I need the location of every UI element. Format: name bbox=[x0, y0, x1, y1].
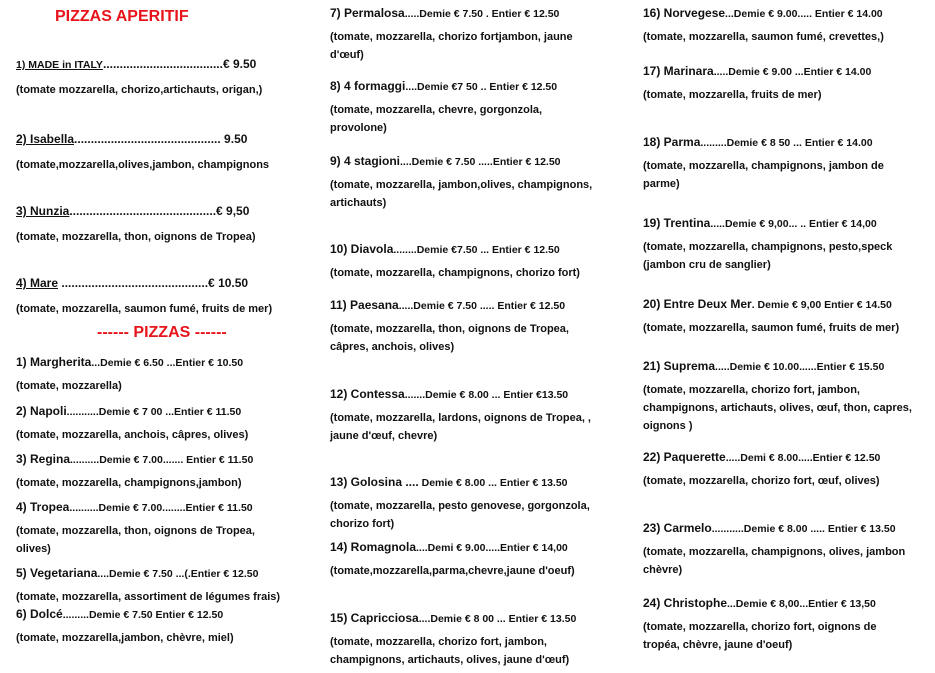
item-description: chorizo fort) bbox=[330, 518, 395, 530]
item-name: 8) 4 formaggi bbox=[330, 79, 406, 93]
item-price: ....Demie € 7.50 .....Entier € 12.50 bbox=[400, 156, 561, 168]
pizza-item bbox=[330, 243, 560, 257]
item-description: jaune d'œuf, chevre) bbox=[330, 430, 438, 442]
pizza-item bbox=[643, 136, 873, 150]
item-description: (tomate, mozzarella) bbox=[16, 380, 122, 392]
item-name: 13) Golosina .... bbox=[330, 475, 419, 489]
item-description: (tomate, mozzarella, thon, oignons de Tropea, bbox=[330, 323, 569, 335]
item-description: tropéa, chèvre, jaune d'oeuf) bbox=[643, 639, 793, 651]
item-price: ....................................€ 9.50 bbox=[102, 57, 257, 71]
item-description: (tomate, mozzarella, pesto genovese, gorgonzola, bbox=[330, 500, 590, 512]
aperitif-item bbox=[16, 133, 247, 147]
pizza-item bbox=[16, 405, 241, 419]
pizza-item bbox=[16, 356, 243, 370]
item-price: ...Demie € 8,00...Entier € 13,50 bbox=[727, 598, 876, 610]
item-name: 22) Paquerette bbox=[643, 450, 726, 464]
item-name: 16) Norvegese bbox=[643, 6, 726, 20]
item-description: (tomate, mozzarella, chorizo fort, œuf, olives) bbox=[643, 475, 880, 487]
item-price: .......Demie € 8.00 ... Entier €13.50 bbox=[404, 389, 569, 401]
item-name: 18) Parma bbox=[643, 135, 701, 149]
pizza-item bbox=[643, 451, 880, 465]
item-price: ............................................ 9.50 bbox=[74, 132, 248, 146]
item-name: 6) Dolcé bbox=[16, 607, 63, 621]
item-description: (tomate, mozzarella, chevre, gorgonzola, bbox=[330, 104, 543, 116]
pizza-item bbox=[16, 567, 258, 581]
item-description: champignons, artichauts, olives, œuf, thon, capres, bbox=[643, 402, 912, 414]
item-description: (tomate, mozzarella, champignons,jambon) bbox=[16, 477, 242, 489]
item-description: (tomate, mozzarella, saumon fumé, fruits de mer) bbox=[643, 322, 900, 334]
item-name: 24) Christophe bbox=[643, 596, 728, 610]
item-description: (tomate, mozzarella, chorizo fort, jambon, bbox=[330, 636, 547, 648]
item-description: (tomate, mozzarella, champignons, jambon de bbox=[643, 160, 884, 172]
item-name: 10) Diavola bbox=[330, 242, 394, 256]
item-description: (tomate, mozzarella, champignons, chorizo fort) bbox=[330, 267, 580, 279]
item-price: .....Demie € 7.50 ..... Entier € 12.50 bbox=[398, 300, 566, 312]
item-price: ....Demi € 9.00.....Entier € 14,00 bbox=[416, 542, 568, 554]
item-name: 3) Nunzia bbox=[16, 204, 70, 218]
item-name: 11) Paesana bbox=[330, 298, 399, 312]
item-description: (tomate, mozzarella, saumon fumé, crevettes,) bbox=[643, 31, 884, 43]
pizza-item bbox=[643, 597, 876, 611]
item-description: provolone) bbox=[330, 122, 387, 134]
pizza-item bbox=[643, 298, 892, 312]
item-price: . Demie € 9,00 Entier € 14.50 bbox=[751, 299, 892, 311]
item-price: ....Demie € 8 00 ... Entier € 13.50 bbox=[418, 613, 577, 625]
item-name: 12) Contessa bbox=[330, 387, 405, 401]
item-name: 21) Suprema bbox=[643, 359, 716, 373]
item-name: 2) Napoli bbox=[16, 404, 67, 418]
item-name: 5) Vegetariana bbox=[16, 566, 98, 580]
pizza-item bbox=[330, 388, 568, 402]
aperitif-title: PIZZAS APERITIF bbox=[55, 8, 189, 25]
item-description: câpres, anchois, olives) bbox=[330, 341, 455, 353]
item-description: (jambon cru de sanglier) bbox=[643, 259, 771, 271]
item-price: ..........Demie € 7.00....... Entier € 11.50 bbox=[70, 454, 254, 466]
item-description: (tomate, mozzarella, jambon,olives, champignons, bbox=[330, 179, 593, 191]
item-description: (tomate mozzarella, chorizo,artichauts, origan,) bbox=[16, 84, 263, 96]
item-price: Demie € 8.00 ... Entier € 13.50 bbox=[418, 477, 568, 489]
item-description: (tomate, mozzarella, saumon fumé, fruits de mer) bbox=[16, 303, 273, 315]
item-price: ....Demie € 7.50 ...(.Entier € 12.50 bbox=[97, 568, 259, 580]
item-name: 3) Regina bbox=[16, 452, 71, 466]
item-price: ...........Demie € 7 00 ...Entier € 11.50 bbox=[66, 406, 242, 418]
item-price: ...Demie € 9.00..... Entier € 14.00 bbox=[725, 8, 883, 20]
aperitif-item bbox=[16, 205, 249, 219]
item-description: (tomate, mozzarella, thon, oignons de Tropea) bbox=[16, 231, 256, 243]
pizza-item bbox=[330, 7, 559, 21]
item-description: chèvre) bbox=[643, 564, 683, 576]
item-price: .....Demie € 9,00... .. Entier € 14,00 bbox=[710, 218, 877, 230]
aperitif-item bbox=[16, 277, 248, 291]
item-name: 15) Capricciosa bbox=[330, 611, 419, 625]
item-price: ........Demie €7.50 ... Entier € 12.50 bbox=[393, 244, 560, 256]
item-description: olives) bbox=[16, 543, 51, 555]
pizza-item bbox=[643, 65, 871, 79]
item-price: .....Demie € 10.00......Entier € 15.50 bbox=[715, 361, 885, 373]
item-name: 9) 4 stagioni bbox=[330, 154, 401, 168]
item-price: ....Demie €7 50 .. Entier € 12.50 bbox=[405, 81, 558, 93]
item-description: (tomate, mozzarella, champignons, pesto,speck bbox=[643, 241, 893, 253]
item-description: (tomate, mozzarella, thon, oignons de Tropea, bbox=[16, 525, 255, 537]
pizzas-title: ------ PIZZAS ------ bbox=[97, 324, 227, 341]
pizza-item bbox=[330, 155, 561, 169]
item-name: 19) Trentina bbox=[643, 216, 711, 230]
item-name: 20) Entre Deux Mer bbox=[643, 297, 752, 311]
item-price: ...........Demie € 8.00 ..... Entier € 13.50 bbox=[711, 523, 896, 535]
item-name: 17) Marinara bbox=[643, 64, 714, 78]
item-name: 2) Isabella bbox=[16, 132, 75, 146]
item-description: (tomate, mozzarella,jambon, chèvre, miel) bbox=[16, 632, 234, 644]
item-description: (tomate,mozzarella,parma,chevre,jaune d'oeuf) bbox=[330, 565, 575, 577]
item-price: .........Demie € 7.50 Entier € 12.50 bbox=[62, 609, 224, 621]
pizza-item bbox=[643, 217, 877, 231]
item-description: (tomate, mozzarella, chorizo fort, oignons de bbox=[643, 621, 877, 633]
item-price: .....Demi € 8.00.....Entier € 12.50 bbox=[725, 452, 881, 464]
pizza-item bbox=[330, 476, 568, 490]
item-description: champignons, artichauts, olives, jaune d'œuf) bbox=[330, 654, 570, 666]
item-price: ..........Demie € 7.00........Entier € 11.50 bbox=[69, 502, 253, 514]
item-price: ...Demie € 6.50 ...Entier € 10.50 bbox=[91, 357, 244, 369]
item-name: 4) Tropea bbox=[16, 500, 70, 514]
item-description: oignons ) bbox=[643, 420, 693, 432]
item-description: (tomate, mozzarella, fruits de mer) bbox=[643, 89, 822, 101]
item-description: (tomate, mozzarella, assortiment de légumes frais) bbox=[16, 591, 281, 603]
pizza-item bbox=[643, 522, 896, 536]
item-price: .....Demie € 9.00 ...Entier € 14.00 bbox=[713, 66, 872, 78]
pizza-item bbox=[16, 453, 253, 467]
item-price: .....Demie € 7.50 . Entier € 12.50 bbox=[404, 8, 560, 20]
item-name: 14) Romagnola bbox=[330, 540, 417, 554]
item-price: ............................................€ 9,50 bbox=[69, 204, 250, 218]
item-name: 1) Margherita bbox=[16, 355, 92, 369]
aperitif-item bbox=[16, 58, 256, 72]
pizza-item bbox=[330, 299, 565, 313]
item-name: 7) Permalosa bbox=[330, 6, 405, 20]
item-description: d'œuf) bbox=[330, 49, 364, 61]
pizza-item bbox=[643, 360, 884, 374]
item-description: (tomate,mozzarella,olives,jambon, champignons bbox=[16, 159, 270, 171]
item-description: (tomate, mozzarella, champignons, olives, jambon bbox=[643, 546, 906, 558]
item-description: artichauts) bbox=[330, 197, 387, 209]
pizza-item bbox=[330, 80, 557, 94]
pizza-item bbox=[16, 608, 223, 622]
item-description: parme) bbox=[643, 178, 680, 190]
pizza-item bbox=[16, 501, 253, 515]
pizza-item bbox=[330, 612, 576, 626]
item-description: (tomate, mozzarella, lardons, oignons de Tropea, , bbox=[330, 412, 591, 424]
pizza-item bbox=[643, 7, 883, 21]
item-name: 1) MADE in ITALY bbox=[16, 59, 103, 71]
item-price: ............................................€ 10.50 bbox=[58, 276, 249, 290]
pizza-item bbox=[330, 541, 568, 555]
item-description: (tomate, mozzarella, chorizo fortjambon, jaune bbox=[330, 31, 573, 43]
item-description: (tomate, mozzarella, anchois, câpres, olives) bbox=[16, 429, 249, 441]
item-name: 23) Carmelo bbox=[643, 521, 712, 535]
item-description: (tomate, mozzarella, chorizo fort, jambon, bbox=[643, 384, 860, 396]
item-name: 4) Mare bbox=[16, 276, 59, 290]
item-price: .........Demie € 8 50 ... Entier € 14.00 bbox=[700, 137, 873, 149]
